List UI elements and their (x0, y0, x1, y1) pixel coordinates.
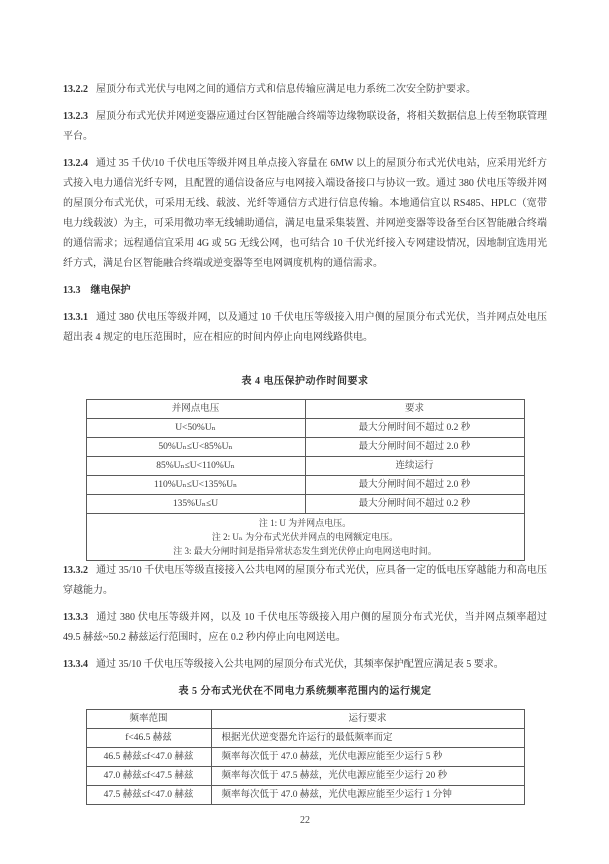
table4-notes-row (86, 514, 524, 561)
clause-13-2-3 (63, 107, 547, 147)
cell-frequency-range: f<46.5 赫兹 (86, 729, 211, 748)
table-4 (86, 399, 525, 561)
clause-number: 13.2.2 (63, 84, 88, 95)
cell-frequency-range: 47.5 赫兹≤f<47.0 赫兹 (86, 786, 211, 805)
cell-voltage: 135%Uₙ≤U (86, 495, 305, 514)
table4-header-row (86, 400, 524, 419)
clause-number: 13.3.3 (63, 612, 88, 623)
table5-header-frequency: 频率范围 (86, 710, 211, 729)
cell-voltage: U<50%Uₙ (86, 419, 305, 438)
table-row (86, 729, 524, 748)
cell-requirement: 连续运行 (305, 457, 524, 476)
table4-header-voltage: 并网点电压 (86, 400, 305, 419)
cell-frequency-range: 47.0 赫兹≤f<47.5 赫兹 (86, 767, 211, 786)
table-row (86, 457, 524, 476)
table-row (86, 786, 524, 805)
table-5 (86, 709, 525, 805)
table4-note-2: 注 2: Uₙ 为分布式光伏并网点的电网额定电压。 (211, 532, 399, 542)
table-row (86, 767, 524, 786)
section-number: 13.3 (63, 285, 81, 296)
clause-13-3-1 (63, 308, 547, 348)
table-row (86, 476, 524, 495)
clause-number: 13.2.3 (63, 111, 88, 122)
clause-number: 13.3.1 (63, 312, 88, 323)
table-row (86, 748, 524, 767)
cell-requirement: 频率每次低于 47.0 赫兹，光伏电源应能至少运行 5 秒 (211, 748, 524, 767)
clause-text: 通过 35/10 千伏电压等级接入公共电网的屋顶分布式光伏，其频率保护配置应满足表 5 要求。 (96, 659, 504, 670)
cell-requirement: 频率每次低于 47.0 赫兹，光伏电源应能至少运行 1 分钟 (211, 786, 524, 805)
table5-header-row (86, 710, 524, 729)
table-row (86, 419, 524, 438)
cell-voltage: 85%Uₙ≤U<110%Uₙ (86, 457, 305, 476)
table4-note-3: 注 3: 最大分闸时间是指异常状态发生到光伏停止向电网送电时间。 (173, 546, 437, 556)
clause-text: 屋顶分布式光伏与电网之间的通信方式和信息传输应满足电力系统二次安全防护要求。 (96, 84, 476, 95)
table-row (86, 495, 524, 514)
cell-frequency-range: 46.5 赫兹≤f<47.0 赫兹 (86, 748, 211, 767)
clause-text: 通过 380 伏电压等级并网，以及通过 10 千伏电压等级接入用户侧的屋顶分布式光伏，当并网点处电压超出表 4 规定的电压范围时，应在相应的时间内停止向电网线路供电。 (63, 312, 547, 343)
table5-caption: 表 5 分布式光伏在不同电力系统频率范围内的运行规定 (178, 686, 432, 697)
clause-13-3-3 (63, 608, 547, 648)
clause-number: 13.3.2 (63, 565, 88, 576)
table4-note-1: 注 1: U 为并网点电压。 (258, 518, 352, 528)
clause-13-2-2 (63, 80, 547, 100)
clause-number: 13.2.4 (63, 158, 88, 169)
cell-requirement: 最大分闸时间不超过 2.0 秒 (305, 476, 524, 495)
clause-13-3-4 (63, 655, 547, 675)
table4-caption: 表 4 电压保护动作时间要求 (241, 376, 369, 387)
cell-voltage: 50%Uₙ≤U<85%Uₙ (86, 438, 305, 457)
cell-requirement: 频率每次低于 47.5 赫兹，光伏电源应能至少运行 20 秒 (211, 767, 524, 786)
cell-requirement: 最大分闸时间不超过 0.2 秒 (305, 419, 524, 438)
table-row (86, 438, 524, 457)
table4-header-requirement: 要求 (305, 400, 524, 419)
cell-requirement: 最大分闸时间不超过 0.2 秒 (305, 495, 524, 514)
clause-number: 13.3.4 (63, 659, 88, 670)
cell-requirement: 根据光伏逆变器允许运行的最低频率而定 (211, 729, 524, 748)
section-heading-13-3 (63, 281, 547, 301)
clause-text: 通过 35/10 千伏电压等级直接接入公共电网的屋顶分布式光伏，应具备一定的低电压穿越能力和高电压穿越能力。 (63, 565, 547, 596)
page-number: 22 (300, 815, 310, 826)
clause-text: 通过 380 伏电压等级并网，以及 10 千伏电压等级接入用户侧的屋顶分布式光伏，当并网点频率超过 49.5 赫兹~50.2 赫兹运行范围时，应在 0.2 秒内停止向电网送电。 (63, 612, 547, 643)
section-title: 继电保护 (90, 285, 131, 296)
clause-13-2-4 (63, 154, 547, 274)
clause-text: 通过 35 千伏/10 千伏电压等级并网且单点接入容量在 6MW 以上的屋顶分布式光伏电站，应采用光纤方式接入电力通信光纤专网，且配置的通信设备应与电网接入端设备接口与协议一致。通过 380 伏电压等级并网的屋顶分布式光伏，可采用无线、载波、光纤等通信方式进行信息传输。本地通信宜以 RS485、HPLC（宽带电力线载波）为主，可采用微功率无线辅助通信，满足电量采集装置、并网逆变器等设备至台区智能融合终端的通信需求；远程通信宜采用 4G 或 5G 无线公网，也可结合 10 千伏光纤接入专网建设情况，因地制宜选用光纤方式，满足台区智能融合终端或逆变器等至电网调度机构的通信需求。 (63, 158, 547, 269)
cell-voltage: 110%Uₙ≤U<135%Uₙ (86, 476, 305, 495)
table5-header-requirement: 运行要求 (211, 710, 524, 729)
cell-requirement: 最大分闸时间不超过 2.0 秒 (305, 438, 524, 457)
clause-13-3-2 (63, 561, 547, 601)
table4-notes (86, 514, 524, 561)
clause-text: 屋顶分布式光伏并网逆变器应通过台区智能融合终端等边缘物联设备，将相关数据信息上传至物联管理平台。 (63, 111, 547, 142)
